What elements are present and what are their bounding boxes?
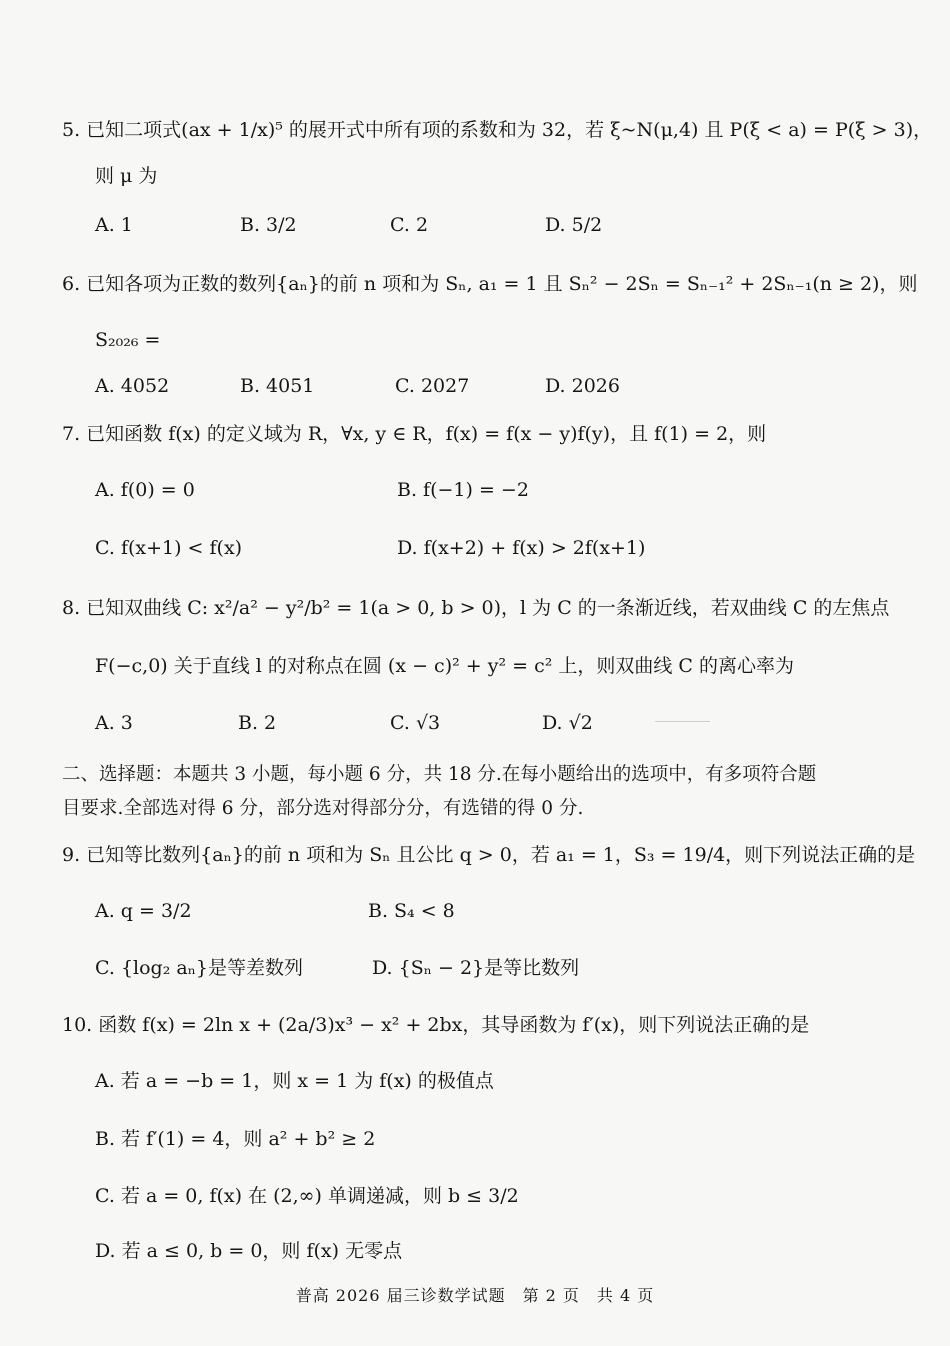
question-5-stem: 5. 已知二项式(ax + 1/x)⁵ 的展开式中所有项的系数和为 32，若 ξ~N(μ,4) 且 P(ξ < a) = P(ξ > 3)，	[62, 119, 933, 141]
question-5-option-b: B. 3/2	[240, 214, 297, 236]
question-7-option-a: A. f(0) = 0	[95, 479, 195, 501]
question-8-option-c: C. √3	[390, 712, 441, 734]
question-8-stem: 8. 已知双曲线 C: x²/a² − y²/b² = 1(a > 0, b > 0)，l 为 C 的一条渐近线，若双曲线 C 的左焦点	[62, 597, 890, 619]
question-7-option-d: D. f(x+2) + f(x) > 2f(x+1)	[397, 537, 646, 559]
section-2-instructions: 二、选择题：本题共 3 小题，每小题 6 分，共 18 分.在每小题给出的选项中，有多项符合题	[62, 764, 817, 785]
question-9-option-c: C. {log₂ aₙ}是等差数列	[95, 957, 303, 979]
question-8-option-d: D. √2	[542, 712, 593, 734]
question-7-option-b: B. f(−1) = −2	[397, 479, 529, 501]
question-10-option-b: B. 若 f′(1) = 4，则 a² + b² ≥ 2	[95, 1128, 376, 1150]
question-9-option-b: B. S₄ < 8	[368, 900, 455, 922]
question-7-stem: 7. 已知函数 f(x) 的定义域为 R，∀x, y ∈ R，f(x) = f(x − y)f(y)，且 f(1) = 2，则	[62, 423, 767, 445]
question-6-option-d: D. 2026	[545, 375, 620, 397]
question-10-stem: 10. 函数 f(x) = 2ln x + (2a/3)x³ − x² + 2bx，其导函数为 f′(x)，则下列说法正确的是	[62, 1014, 810, 1036]
question-8-stem-cont: F(−c,0) 关于直线 l 的对称点在圆 (x − c)² + y² = c² 上，则双曲线 C 的离心率为	[95, 655, 794, 677]
question-10-option-a: A. 若 a = −b = 1，则 x = 1 为 f(x) 的极值点	[95, 1070, 494, 1092]
question-6-option-c: C. 2027	[395, 375, 470, 397]
question-5-option-d: D. 5/2	[545, 214, 603, 236]
question-10-option-d: D. 若 a ≤ 0, b = 0，则 f(x) 无零点	[95, 1240, 403, 1262]
question-9-option-d: D. {Sₙ − 2}是等比数列	[372, 957, 580, 979]
question-7-option-c: C. f(x+1) < f(x)	[95, 537, 243, 559]
question-6-stem-cont: S₂₀₂₆ =	[95, 329, 161, 351]
question-10-option-c: C. 若 a = 0, f(x) 在 (2,∞) 单调递减，则 b ≤ 3/2	[95, 1185, 519, 1207]
question-8-option-b: B. 2	[238, 712, 277, 734]
question-6-option-a: A. 4052	[95, 375, 170, 397]
question-5-stem-cont: 则 μ 为	[95, 165, 158, 187]
question-5-option-a: A. 1	[95, 214, 133, 236]
scan-smudge	[655, 721, 710, 722]
question-9-option-a: A. q = 3/2	[95, 900, 192, 922]
question-6-option-b: B. 4051	[240, 375, 315, 397]
section-2-instructions-cont: 目要求.全部选对得 6 分，部分选对得部分分，有选错的得 0 分.	[62, 798, 584, 819]
question-9-stem: 9. 已知等比数列{aₙ}的前 n 项和为 Sₙ 且公比 q > 0，若 a₁ = 1，S₃ = 19/4，则下列说法正确的是	[62, 844, 916, 866]
question-6-stem: 6. 已知各项为正数的数列{aₙ}的前 n 项和为 Sₙ, a₁ = 1 且 Sₙ² − 2Sₙ = Sₙ₋₁² + 2Sₙ₋₁(n ≥ 2)，则	[62, 273, 918, 295]
question-8-option-a: A. 3	[95, 712, 133, 734]
page-footer: 普高 2026 届三诊数学试题 第 2 页 共 4 页	[295, 1286, 655, 1305]
question-5-option-c: C. 2	[390, 214, 429, 236]
